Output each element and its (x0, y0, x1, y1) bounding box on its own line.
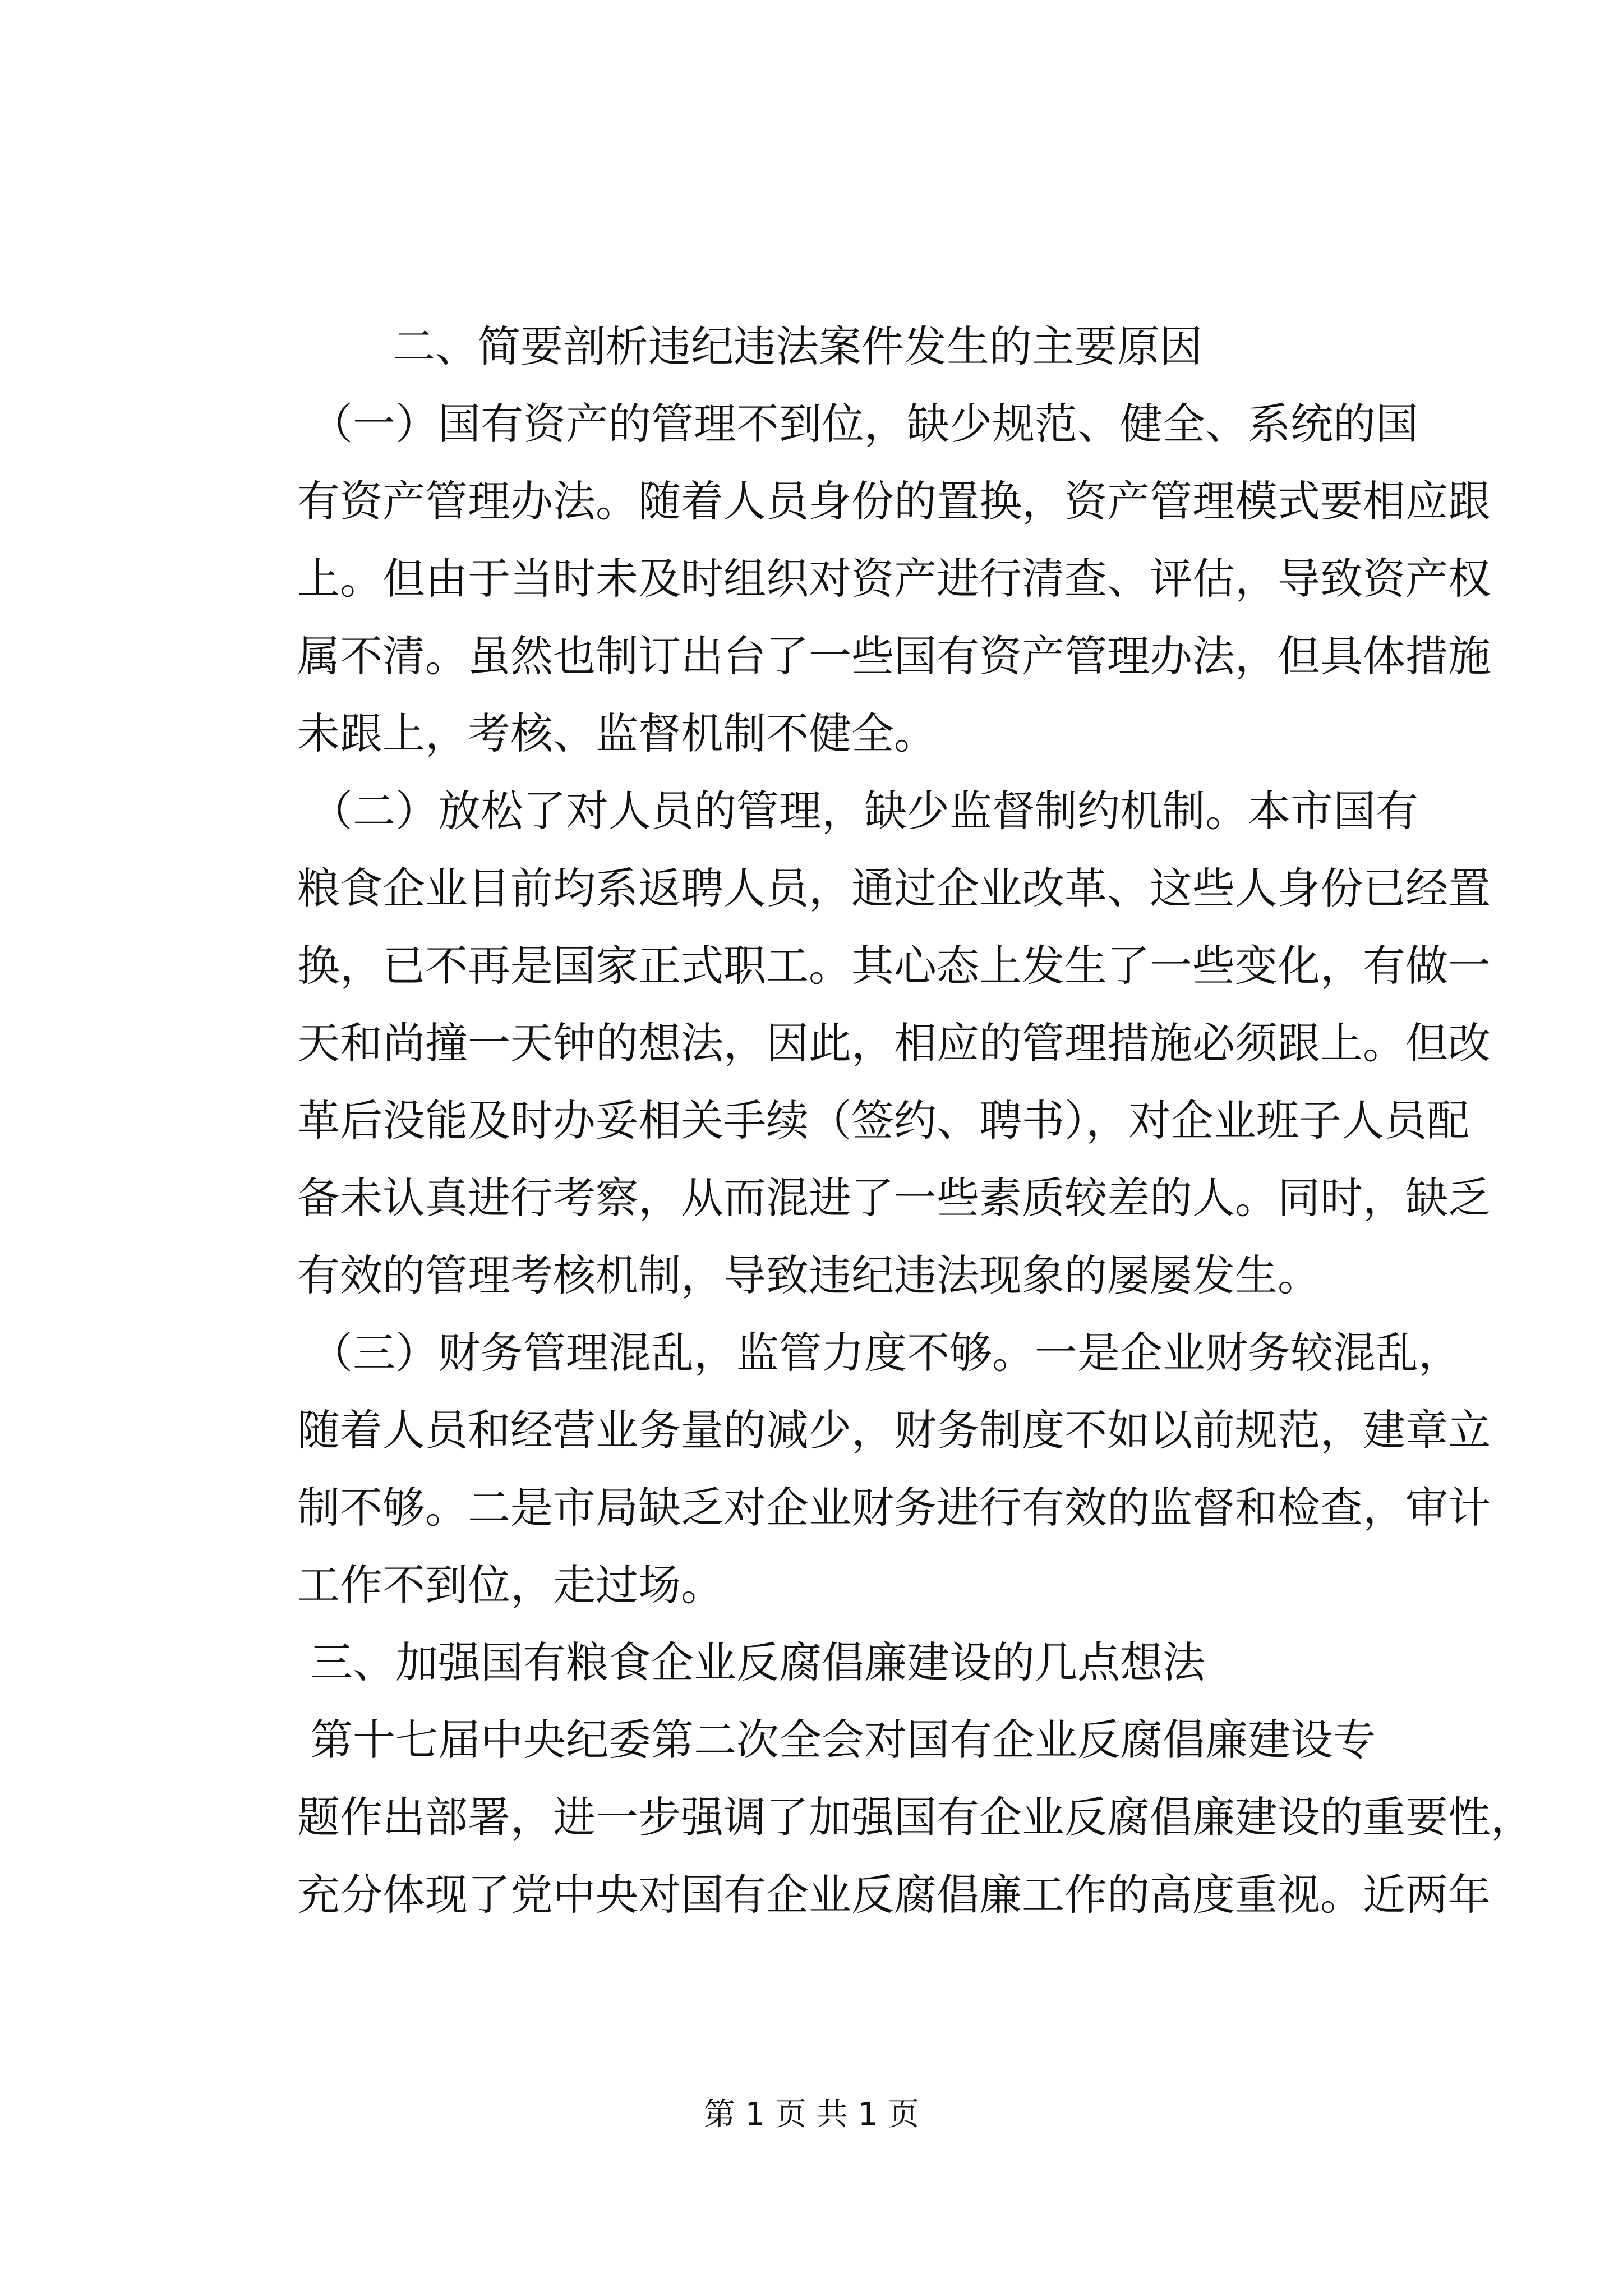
paragraph-line: 属不清。虽然也制订出台了一些国有资产管理办法，但具体措施 (297, 631, 1491, 681)
paragraph-line: 制不够。二是市局缺乏对企业财务进行有效的监督和检查，审计 (297, 1483, 1491, 1533)
paragraph-line: 换，已不再是国家正式职工。其心态上发生了一些变化，有做一 (297, 941, 1491, 991)
page-footer (0, 2092, 1623, 2137)
paragraph-line: 革后没能及时办妥相关手续（签约、聘书），对企业班子人员配 (297, 1096, 1469, 1145)
paragraph-line: 备未认真进行考察，从而混进了一些素质较差的人。同时，缺乏 (297, 1173, 1491, 1223)
paragraph-line: 有资产管理办法。随着人员身份的置换，资产管理模式要相应跟 (297, 476, 1491, 526)
heading-line: 二、简要剖析违纪违法案件发生的主要原因 (393, 321, 1202, 371)
paragraph-line: （一）国有资产的管理不到位，缺少规范、健全、系统的国 (310, 399, 1418, 449)
paragraph-line: 工作不到位，走过场。 (297, 1560, 723, 1610)
paragraph-line: （三）财务管理混乱，监管力度不够。一是企业财务较混乱， (310, 1328, 1461, 1378)
paragraph-line: 随着人员和经营业务量的减少，财务制度不如以前规范，建章立 (297, 1405, 1491, 1455)
paragraph-line: 题作出部署，进一步强调了加强国有企业反腐倡廉建设的重要性， (297, 1792, 1533, 1842)
paragraph-line: 充分体现了党中央对国有企业反腐倡廉工作的高度重视。近两年 (297, 1870, 1491, 1920)
paragraph-line: 天和尚撞一天钟的想法，因此，相应的管理措施必须跟上。但改 (297, 1018, 1491, 1068)
paragraph-line: 上。但由于当时未及时组织对资产进行清查、评估，导致资产权 (297, 554, 1491, 604)
paragraph-line: 第十七届中央纪委第二次全会对国有企业反腐倡廉建设专 (310, 1715, 1376, 1765)
page-number-label: 第 1 页 共 1 页 (703, 2096, 920, 2133)
paragraph-line: 未跟上，考核、监督机制不健全。 (297, 708, 937, 758)
heading-line: 三、加强国有粮食企业反腐倡廉建设的几点想法 (310, 1637, 1205, 1687)
paragraph-line: 粮食企业目前均系返聘人员，通过企业改革、这些人身份已经置 (297, 863, 1491, 913)
paragraph-line: 有效的管理考核机制，导致违纪违法现象的屡屡发生。 (297, 1250, 1320, 1300)
paragraph-line: （二）放松了对人员的管理，缺少监督制约机制。本市国有 (310, 786, 1418, 836)
